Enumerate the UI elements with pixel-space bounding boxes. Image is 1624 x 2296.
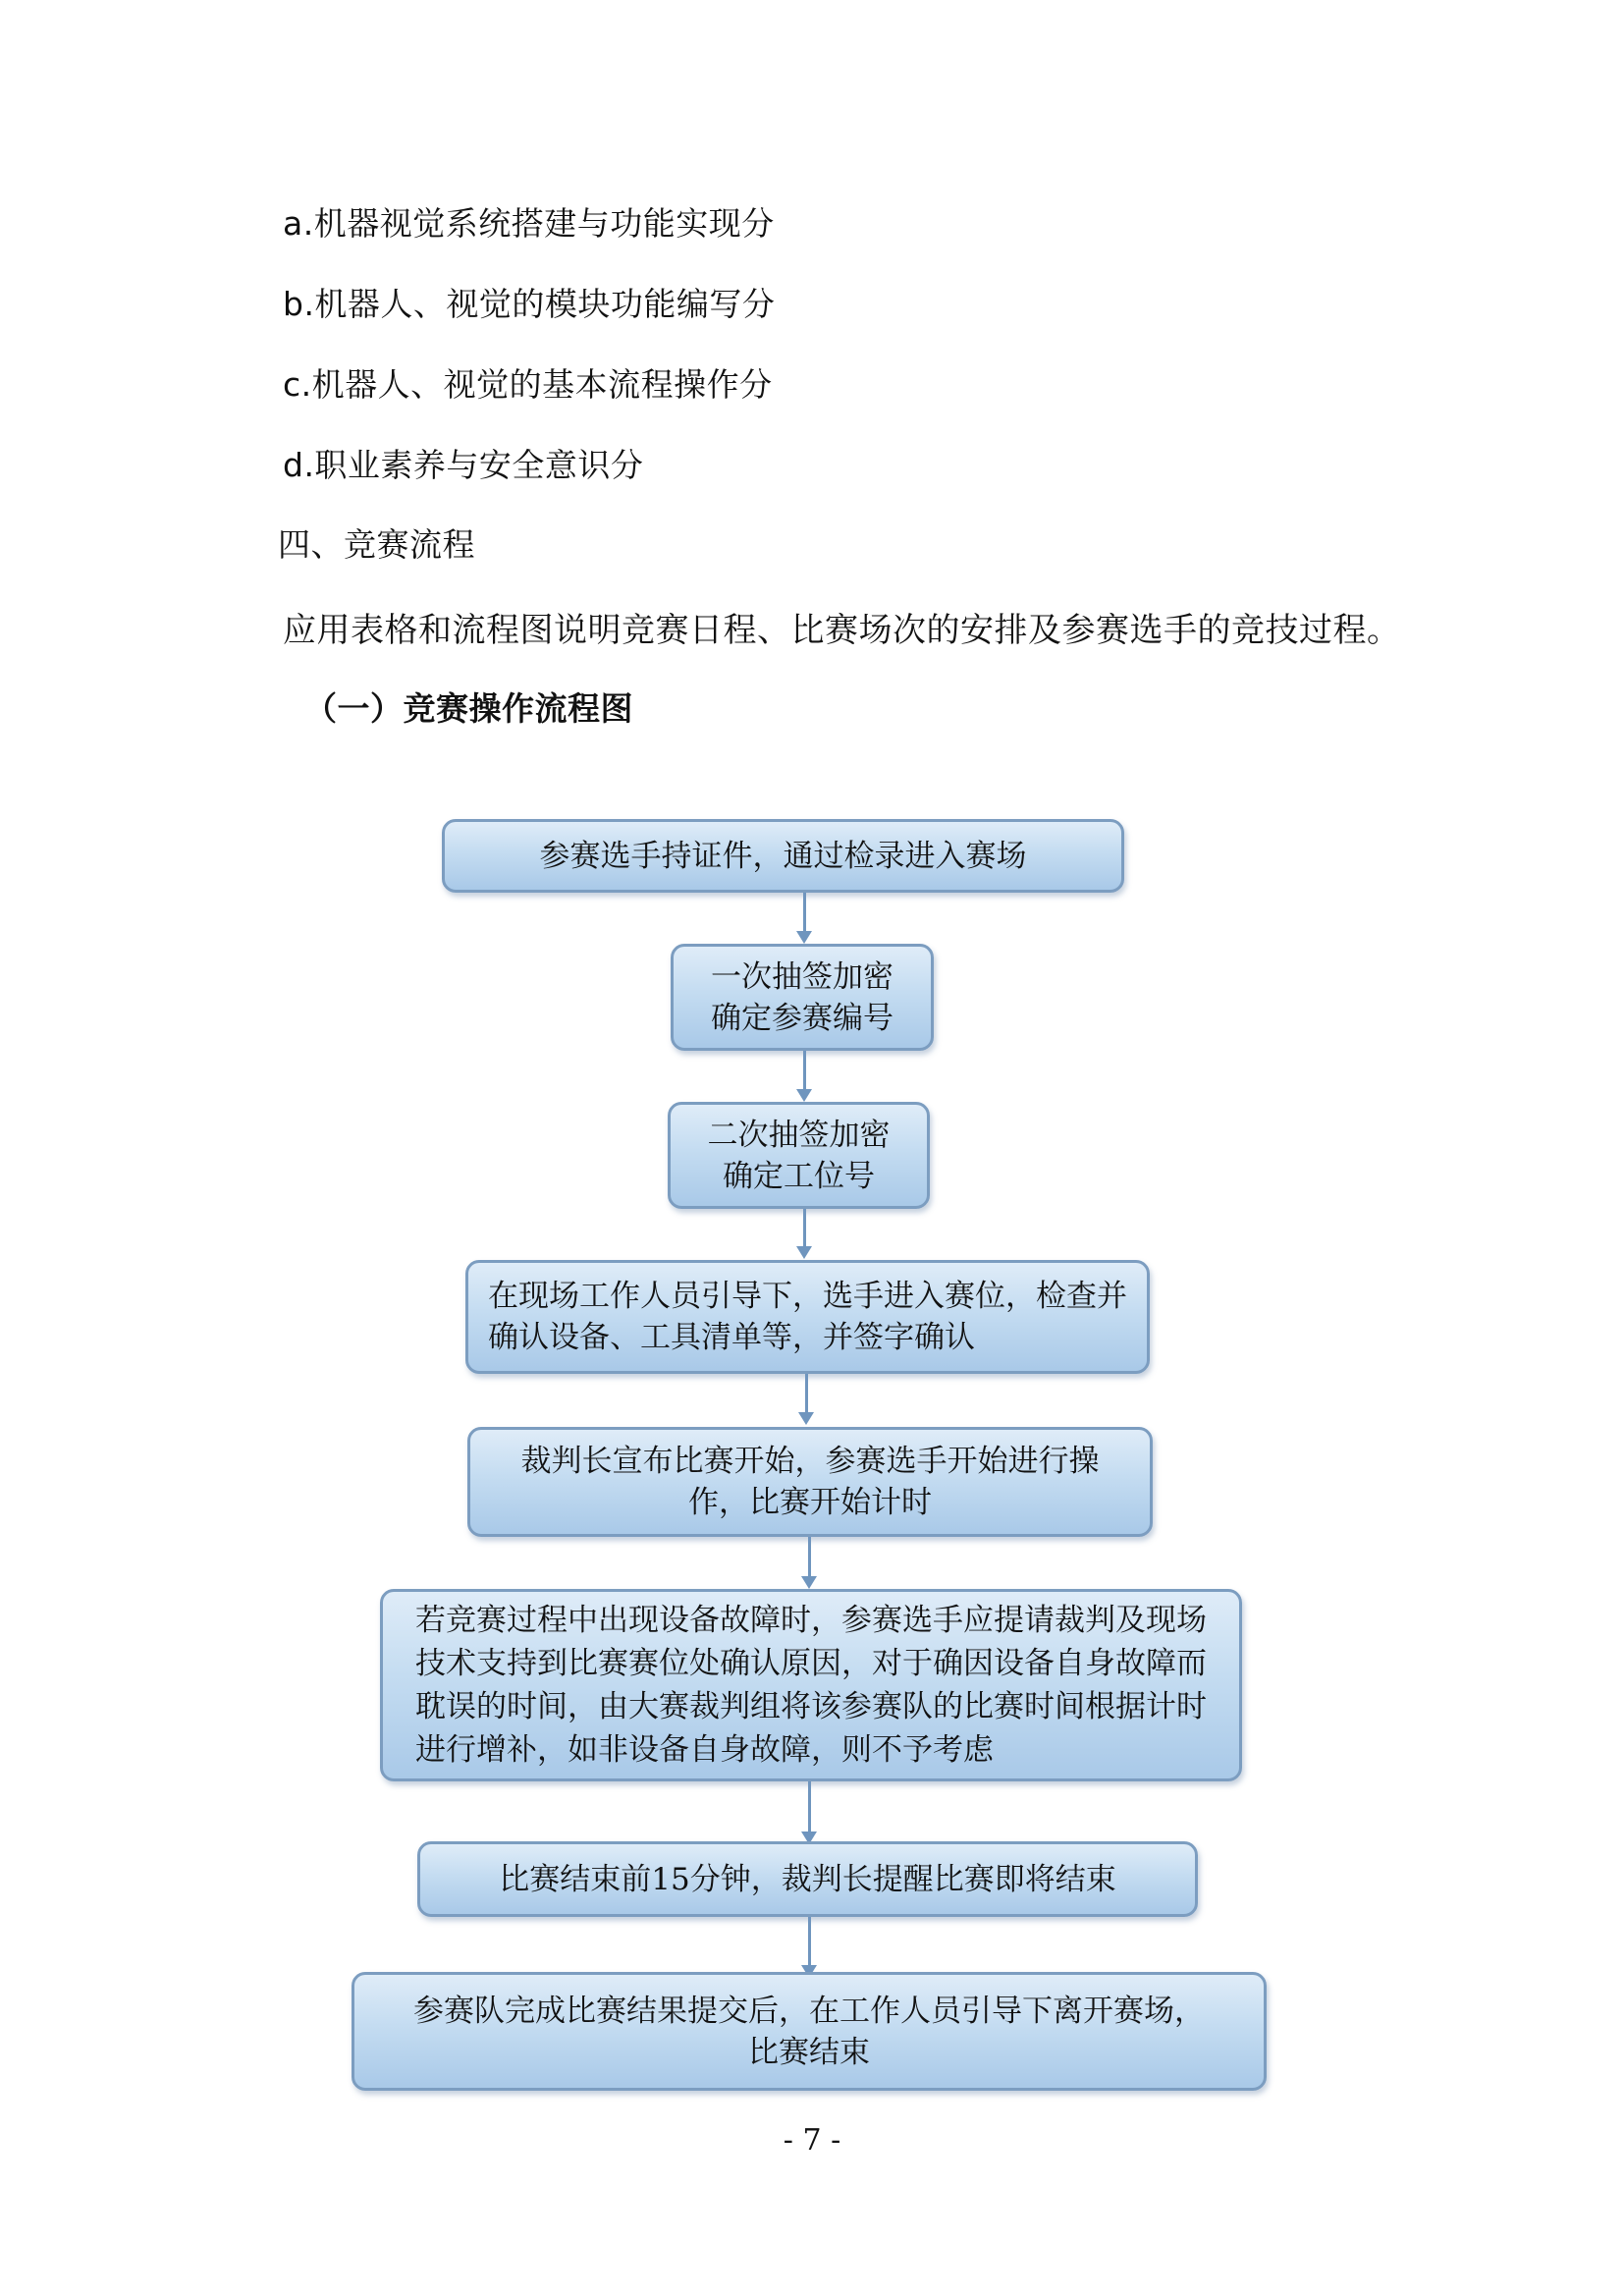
criteria-item-b: b.机器人、视觉的模块功能编写分 bbox=[283, 285, 776, 323]
flow-step-1 bbox=[442, 819, 1124, 893]
intro-paragraph: 应用表格和流程图说明竞赛日程、比赛场次的安排及参赛选手的竞技过程。 bbox=[283, 611, 1401, 650]
flow-step-8-text: 参赛队完成比赛结果提交后，在工作人员引导下离开赛场， 比赛结束 bbox=[413, 1993, 1205, 2070]
sub-heading: （一）竞赛操作流程图 bbox=[304, 689, 633, 728]
flow-arrow-7 bbox=[808, 1917, 811, 1966]
flow-arrow-5 bbox=[808, 1537, 811, 1577]
criteria-item-a: a.机器视觉系统搭建与功能实现分 bbox=[283, 204, 775, 243]
flow-step-2-text: 一次抽签加密 确定参赛编号 bbox=[711, 958, 893, 1036]
flow-arrow-3 bbox=[803, 1209, 806, 1247]
flow-step-6 bbox=[380, 1589, 1242, 1781]
flow-step-8 bbox=[352, 1972, 1267, 2091]
flow-arrow-6 bbox=[808, 1781, 811, 1832]
flow-arrow-2 bbox=[803, 1051, 806, 1090]
flow-step-4-text: 在现场工作人员引导下，选手进入赛位，检查并 确认设备、工具清单等，并签字确认 bbox=[488, 1279, 1127, 1355]
flow-step-2 bbox=[671, 944, 934, 1051]
flow-step-3 bbox=[668, 1102, 930, 1209]
flow-step-7 bbox=[417, 1841, 1198, 1917]
page-number: - 7 - bbox=[783, 2123, 841, 2158]
criteria-item-c: c.机器人、视觉的基本流程操作分 bbox=[283, 365, 773, 404]
flow-step-6-text: 若竞赛过程中出现设备故障时，参赛选手应提请裁判及现场 技术支持到比赛赛位处确认原因，对于确因设备自身故障而 耽误的时间，由大赛裁判组将该参赛队的比赛时间根据计时 进行增补，如非设备自身故障，则不予考虑 bbox=[415, 1603, 1207, 1768]
criteria-item-d: d.职业素养与安全意识分 bbox=[283, 446, 644, 484]
flow-arrow-4 bbox=[805, 1374, 808, 1413]
flow-step-4 bbox=[465, 1260, 1150, 1374]
flow-step-7-text: 比赛结束前15分钟，裁判长提醒比赛即将结束 bbox=[499, 1861, 1116, 1897]
flow-step-5 bbox=[467, 1427, 1153, 1537]
flow-step-5-text: 裁判长宣布比赛开始，参赛选手开始进行操 作，比赛开始计时 bbox=[520, 1444, 1100, 1520]
flow-step-3-text: 二次抽签加密 确定工位号 bbox=[707, 1117, 891, 1194]
flow-step-1-text: 参赛选手持证件，通过检录进入赛场 bbox=[539, 838, 1027, 874]
flow-arrow-1 bbox=[803, 893, 806, 932]
section-heading: 四、竞赛流程 bbox=[278, 525, 475, 564]
